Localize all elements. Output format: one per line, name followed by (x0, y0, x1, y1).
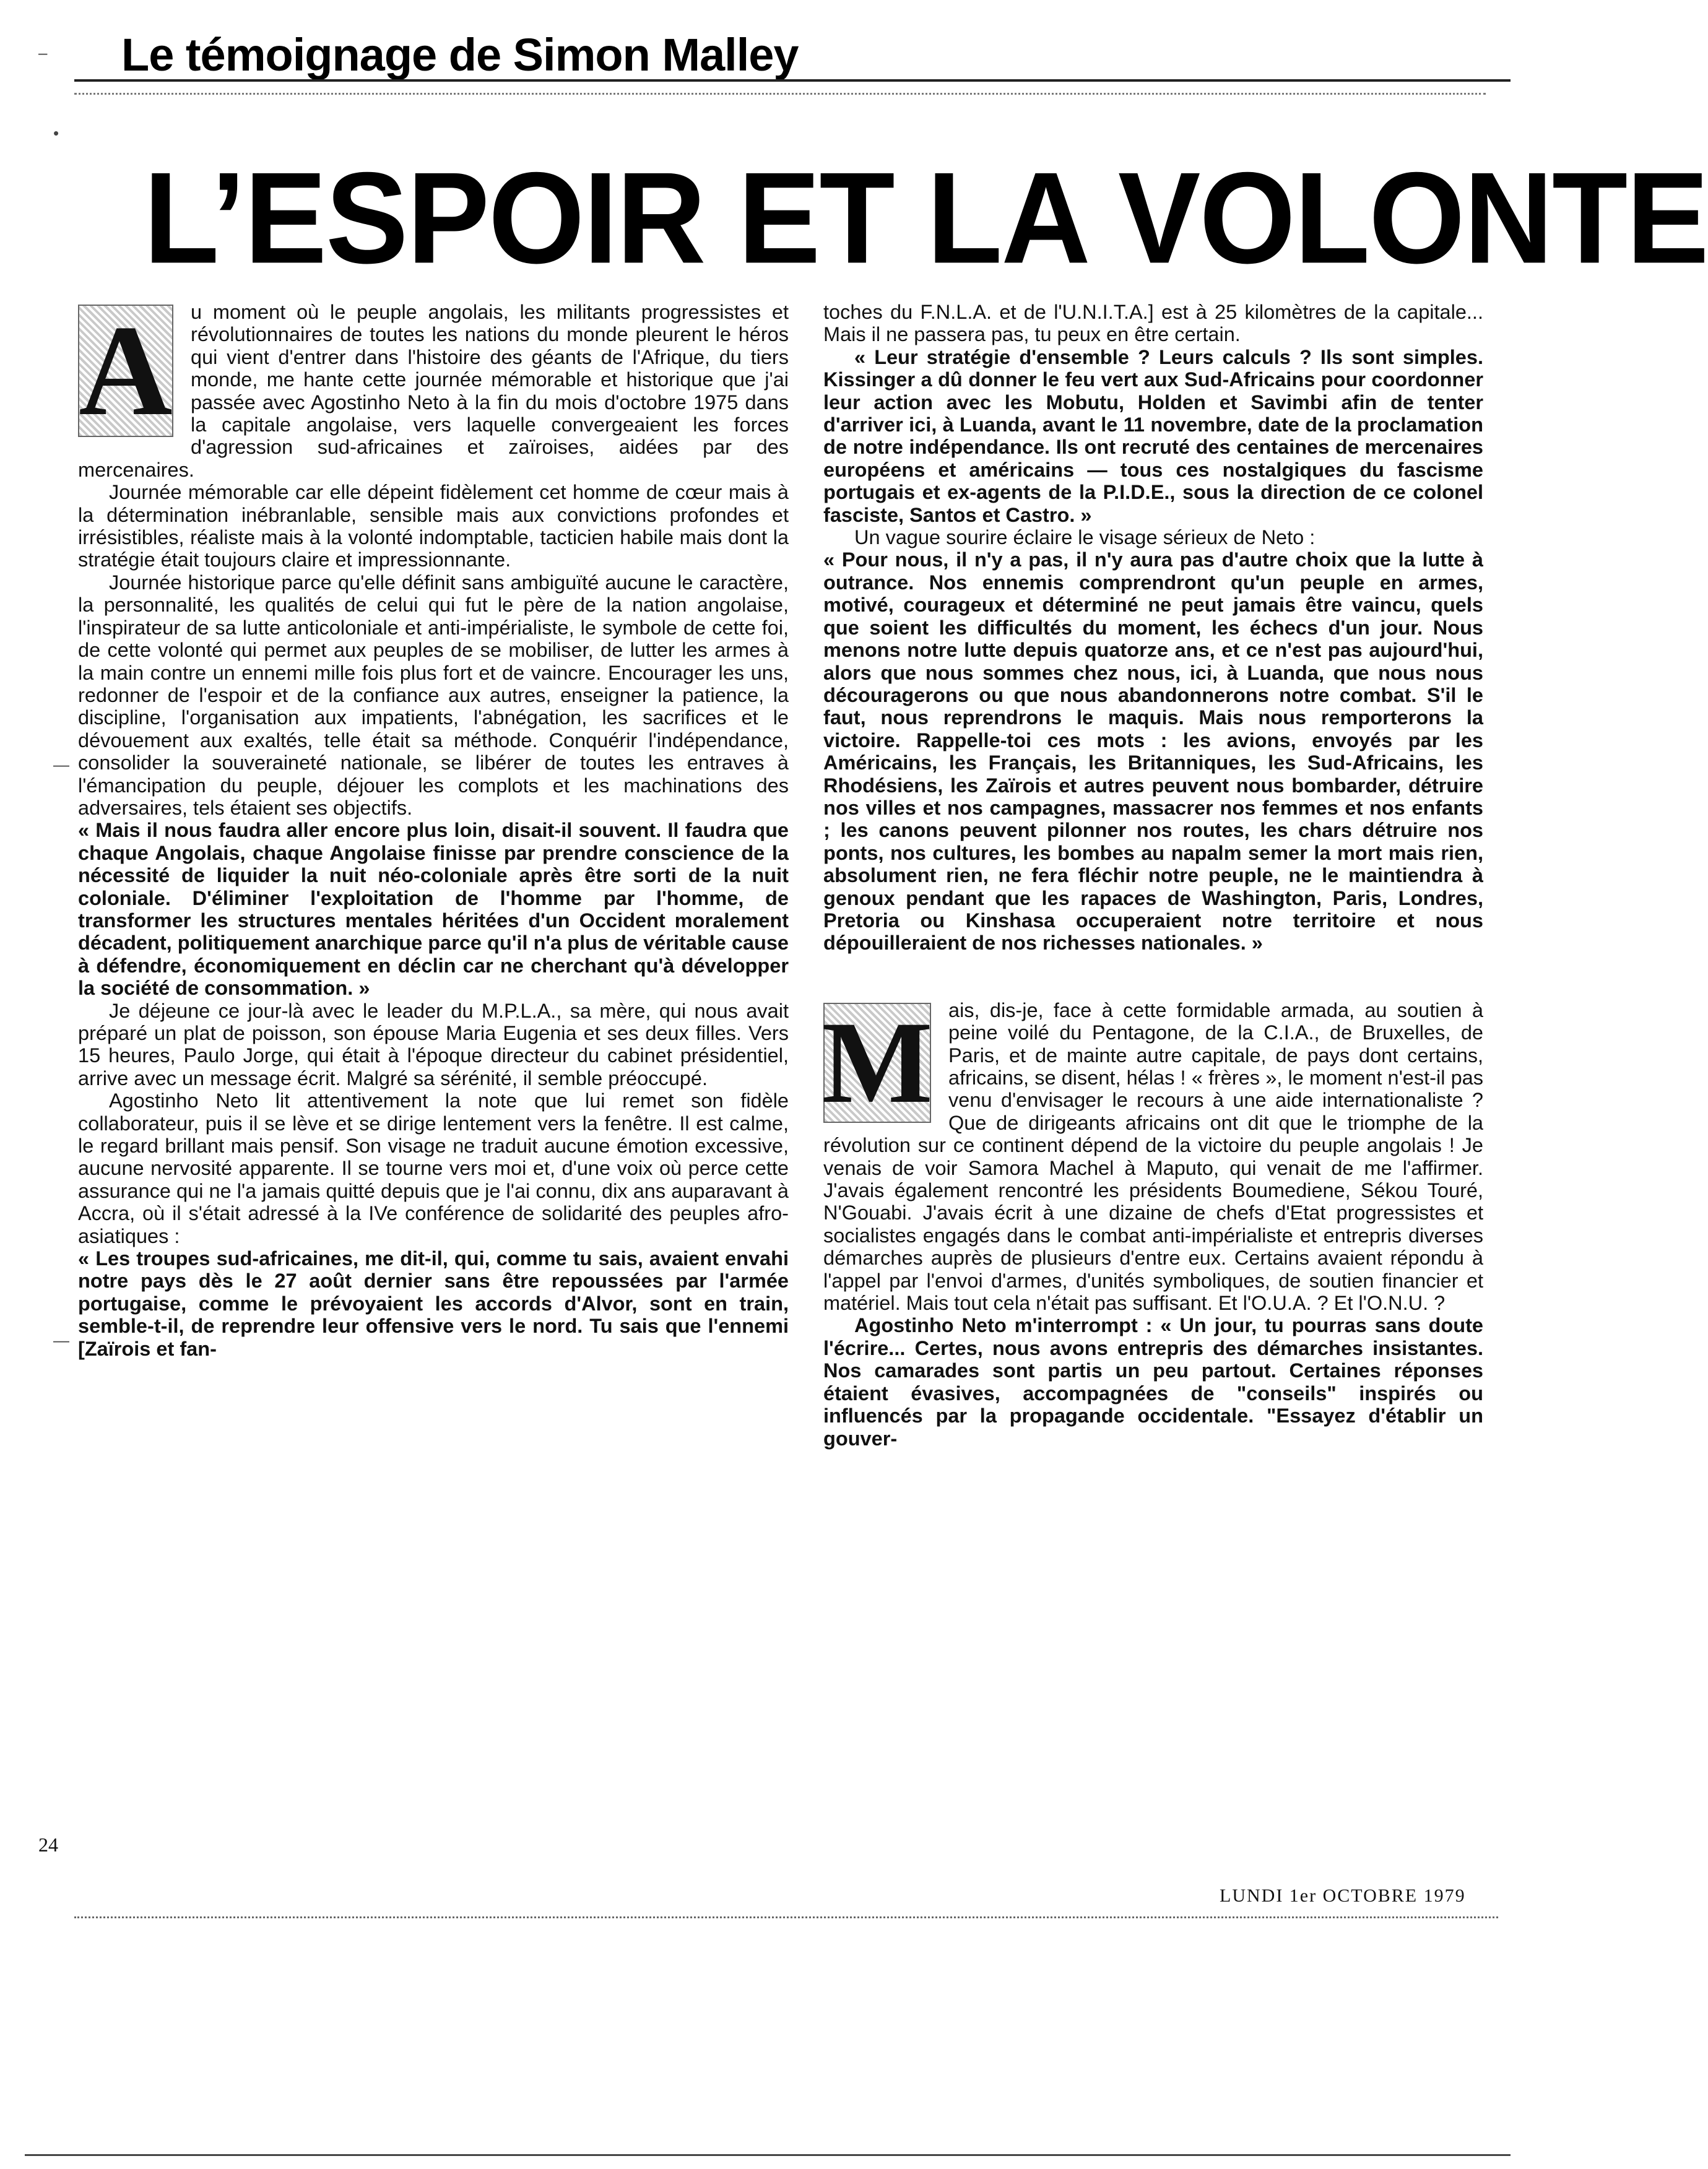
quote-paragraph: « Pour nous, il n'y a pas, il n'y aura pas d'autre choix que la lutte à outrance. Nos ennemis comprendront qu'un peuple en armes, motivé, courageux et déterminé ne peut jamais être vaincu, quels que soient les difficultés du moment, les échecs d'un jour. Nous menons notre lutte depuis quatorze ans, et ce n'est pas aujourd'hui, alors que nous sommes chez nous, ici, à Luanda, que nous nous découragerons ou que nous abandonnerons notre combat. S'il le faut, nous reprendrons le maquis. Mais nous remporterons la victoire. Rappelle-toi ces mots : les avions, envoyés par les Américains, les Français, les Britanniques, les Sud-Africains, les Rhodésiens, les Zaïrois et autres peuvent nous bombarder, détruire nos villes et nos campagnes, massacrer nos femmes et nos enfants ; les canons peuvent pilonner nos routes, les chars détruire nos ponts, nos cultures, les bombes au napalm semer la mort mais rien, absolument rien, ne fera fléchir notre peuple, ne le maintiendra à genoux pendant que les rapaces de Washington, Paris, Londres, Pretoria ou Kinshasa occuperaient notre territoire et nous dépouilleraient de nos richesses nationales. » (823, 548, 1483, 955)
paragraph (823, 999, 1483, 1315)
paragraph-text: ais, dis-je, face à cette formidable armada, au soutien à peine voilé du Pentagone, de la C.I.A., de Bruxelles, de Paris, et de mainte autre capitale, de pays dont certains, africains, se disent, hélas ! « frères », le moment n'est-il pas venu d'envisager le recours à une aide internationaliste ? Que de dirigeants africains ont dit que le triomphe de la révolution sur ce continent dépend de la victoire du peuple angolais ! Je venais de voir Samora Machel à Maputo, qui venait de me l'affirmer. J'avais également rencontré les présidents Boumediene, Sékou Touré, N'Gouabi. J'avais écrit à une dizaine de chefs d'Etat progressistes et socialistes engagés dans le combat anti-impérialiste et entrepris diverses démarches auprès de plusieurs d'entre eux. Certains avaient répondu à l'appel par l'envoi d'armes, d'unités symboliques, de soutien financier et matériel. Mais tout cela n'était pas suffisant. Et l'O.U.A. ? Et l'O.N.U. ? (823, 998, 1483, 1315)
right-column (823, 301, 1483, 1450)
quote-paragraph: Agostinho Neto m'interrompt : « Un jour, tu pourras sans doute l'écrire... Certes, nous avons entrepris des démarches insistantes. Nos camarades sont partis un peu partout. Certaines réponses étaient évasives, accompagnées de "conseils" inspirés ou influencés par la propagande occidentale. "Essayez d'établir un gouver- (823, 1314, 1483, 1450)
paragraph: Journée mémorable car elle dépeint fidèlement cet homme de cœur mais à la détermination inébranlable, sensible mais aux convictions profondes et irrésistibles, réaliste mais à la volonté indomptable, tacticien habile mais dont la stratégie était toujours claire et impressionnante. (78, 481, 789, 571)
margin-dot: • (53, 124, 59, 142)
article-kicker: Le témoignage de Simon Malley (121, 29, 799, 80)
bottom-rule (74, 1916, 1498, 1918)
left-column (78, 301, 789, 1360)
paragraph-text: u moment où le peuple angolais, les militants progressistes et révolutionnaires de toutes les nations du monde pleurent le héros qui vient d'entrer dans l'histoire des géants de l'Afrique, du tiers monde, me hante cette journée mémorable et historique que j'ai passée avec Agostinho Neto à la fin du mois d'octobre 1975 dans la capitale angolaise, vers laquelle convergeaient les forces d'agression sud-africaines et zaïroises, aidées par des mercenaires. (78, 301, 789, 481)
margin-dash: — (53, 1331, 69, 1349)
quote-paragraph: « Les troupes sud-africaines, me dit-il, qui, comme tu sais, avaient envahi notre pays dès le 27 août dernier sans être repoussées par l'armée portugaise, comme le prévoyaient les accords d'Alvor, sont en train, semble-t-il, de reprendre leur offensive vers le nord. Tu sais que l'ennemi [Zaïrois et fan- (78, 1247, 789, 1360)
paragraph: Je déjeune ce jour-là avec le leader du M.P.L.A., sa mère, qui nous avait préparé un plat de poisson, son épouse Maria Eugenia et ses deux filles. Vers 15 heures, Paulo Jorge, qui était à l'époque directeur du cabinet présidentiel, arrive avec un message écrit. Malgré sa sérénité, il semble préoccupé. (78, 999, 789, 1089)
margin-dash: — (53, 755, 69, 774)
article-headline: L’ESPOIR ET LA VOLONTE (144, 145, 1708, 291)
quote-paragraph: « Leur stratégie d'ensemble ? Leurs calculs ? Ils sont simples. Kissinger a dû donner le feu vert aux Sud-Africains pour coordonner leur action avec les Mobutu, Holden et Savimbi afin de tenter d'arriver ici, à Luanda, avant le 11 novembre, date de la proclamation de notre indépendance. Ils ont recruté des centaines de mercenaires européens et américains — tous ces nostalgiques du fascisme portugais et ex-agents de la P.I.D.E., sous la direction de ce colonel fasciste, Santos et Castro. » (823, 345, 1483, 526)
paragraph: Journée historique parce qu'elle définit sans ambiguïté aucune le caractère, la personnalité, les qualités de celui qui fut le père de la nation angolaise, l'inspirateur de sa lutte anticoloniale et anti-impérialiste, le symbole de cette foi, de cette volonté qui permet aux peuples de se mobiliser, de lutter les armes à la main contre un ennemi mille fois plus fort et de vaincre. Encourager les uns, redonner de l'espoir et de la confiance aux autres, enseigner la patience, la discipline, l'organisation aux impatients, l'abnégation, les sacrifices et le dévouement aux exaltés, telle était sa méthode. Conquérir l'indépendance, consolider la souveraineté nationale, se libérer de toutes les entraves à l'émancipation du peuple, déjouer les complots et les machinations des adversaires, tels étaient ses objectifs. (78, 571, 789, 819)
page-edge (25, 2154, 1511, 2156)
footer-date: LUNDI 1er OCTOBRE 1979 (1220, 1885, 1466, 1906)
top-rule-dotted (74, 93, 1486, 95)
paragraph: Un vague sourire éclaire le visage sérieux de Neto : (854, 526, 1316, 549)
paragraph: Agostinho Neto lit attentivement la note que lui remet son fidèle collaborateur, puis il se lève et se dirige lentement vers la fenêtre. Il est calme, le regard brillant mais pensif. Son visage ne traduit aucune émotion excessive, aucune nervosité apparente. Il se tourne vers moi et, d'une voix où perce cette assurance qui ne l'a jamais quitté depuis que je l'ai connu, dix ans auparavant à Accra, où il s'était adressé à la IVe conférence de solidarité des peuples afro-asiatiques : (78, 1089, 789, 1247)
paragraph (78, 301, 789, 481)
margin-dash: – (38, 43, 48, 62)
dropcap-m: M (821, 997, 933, 1128)
quote-paragraph: « Mais il nous faudra aller encore plus loin, disait-il souvent. Il faudra que chaque Angolais, chaque Angolaise finisse par prendre conscience de la nécessité de liquider la nuit néo-coloniale après être sorti de la nuit coloniale. D'éliminer l'exploitation de l'homme par l'homme, de transformer les structures mentales héritées d'un Occident moralement décadent, politiquement anarchique parce qu'il n'a plus de véritable cause à défendre, économiquement en déclin car ne cherchant qu'à développer la société de consommation. » (78, 819, 789, 1000)
page-number: 24 (38, 1833, 58, 1856)
paragraph: toches du F.N.L.A. et de l'U.N.I.T.A.] est à 25 kilomètres de la capitale... Mais il ne passera pas, tu peux en être certain. (823, 301, 1483, 346)
top-rule (74, 79, 1511, 82)
dropcap-a: A (79, 299, 173, 443)
